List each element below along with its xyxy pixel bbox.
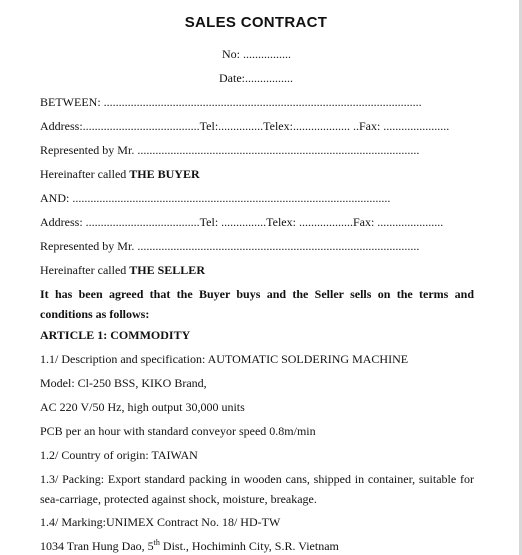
packing-paragraph: 1.3/ Packing: Export standard packing in wooden cans, shipped in container, suitable for sea-carriage, protected against shock, moisture, breakage. xyxy=(40,472,474,506)
and-line: AND: .......................................................................................................... xyxy=(40,191,391,205)
buyer-hereinafter-text: Hereinafter called xyxy=(40,167,127,181)
seller-represented-line: Represented by Mr. .............................................................................................. xyxy=(40,239,420,253)
contract-number-line: No: ................ xyxy=(222,47,291,61)
agreement-paragraph: It has been agreed that the Buyer buys and the Seller sells on the terms and conditions as follows: xyxy=(40,287,474,321)
seller-address-line: Address: ......................................Tel: ...............Telex: ..................Fax: ...................... xyxy=(40,215,444,229)
power-line: AC 220 V/50 Hz, high output 30,000 units xyxy=(40,400,245,414)
marking-line: 1.4/ Marking:UNIMEX Contract No. 18/ HD-TW xyxy=(40,515,281,529)
model-line: Model: Cl-250 BSS, KIKO Brand, xyxy=(40,376,207,390)
origin-line: 1.2/ Country of origin: TAIWAN xyxy=(40,448,198,462)
article1-heading: ARTICLE 1: COMMODITY xyxy=(40,328,191,342)
address-part-2: Dist., Hochiminh City, S.R. Vietnam xyxy=(159,539,339,553)
address-superscript: th xyxy=(153,538,160,547)
seller-role: THE SELLER xyxy=(129,263,205,277)
pcb-line: PCB per an hour with standard conveyor speed 0.8m/min xyxy=(40,424,316,438)
seller-hereinafter-text: Hereinafter called xyxy=(40,263,127,277)
between-line: BETWEEN: .......................................................................................................... xyxy=(40,95,422,109)
contract-title: SALES CONTRACT xyxy=(184,14,328,31)
buyer-hereinafter-line xyxy=(40,167,200,181)
seller-hereinafter-line xyxy=(40,263,205,277)
buyer-represented-line: Represented by Mr. .............................................................................................. xyxy=(40,143,420,157)
marking-address-line xyxy=(40,539,339,553)
contract-date-line: Date:................ xyxy=(219,71,293,85)
buyer-address-line: Address:.......................................Tel:...............Telex:................... ..Fax: ...................... xyxy=(40,119,450,133)
specification-line: 1.1/ Description and specification: AUTOMATIC SOLDERING MACHINE xyxy=(40,352,409,366)
address-part-1: 1034 Tran Hung Dao, 5 xyxy=(40,539,154,553)
buyer-role: THE BUYER xyxy=(129,167,200,181)
